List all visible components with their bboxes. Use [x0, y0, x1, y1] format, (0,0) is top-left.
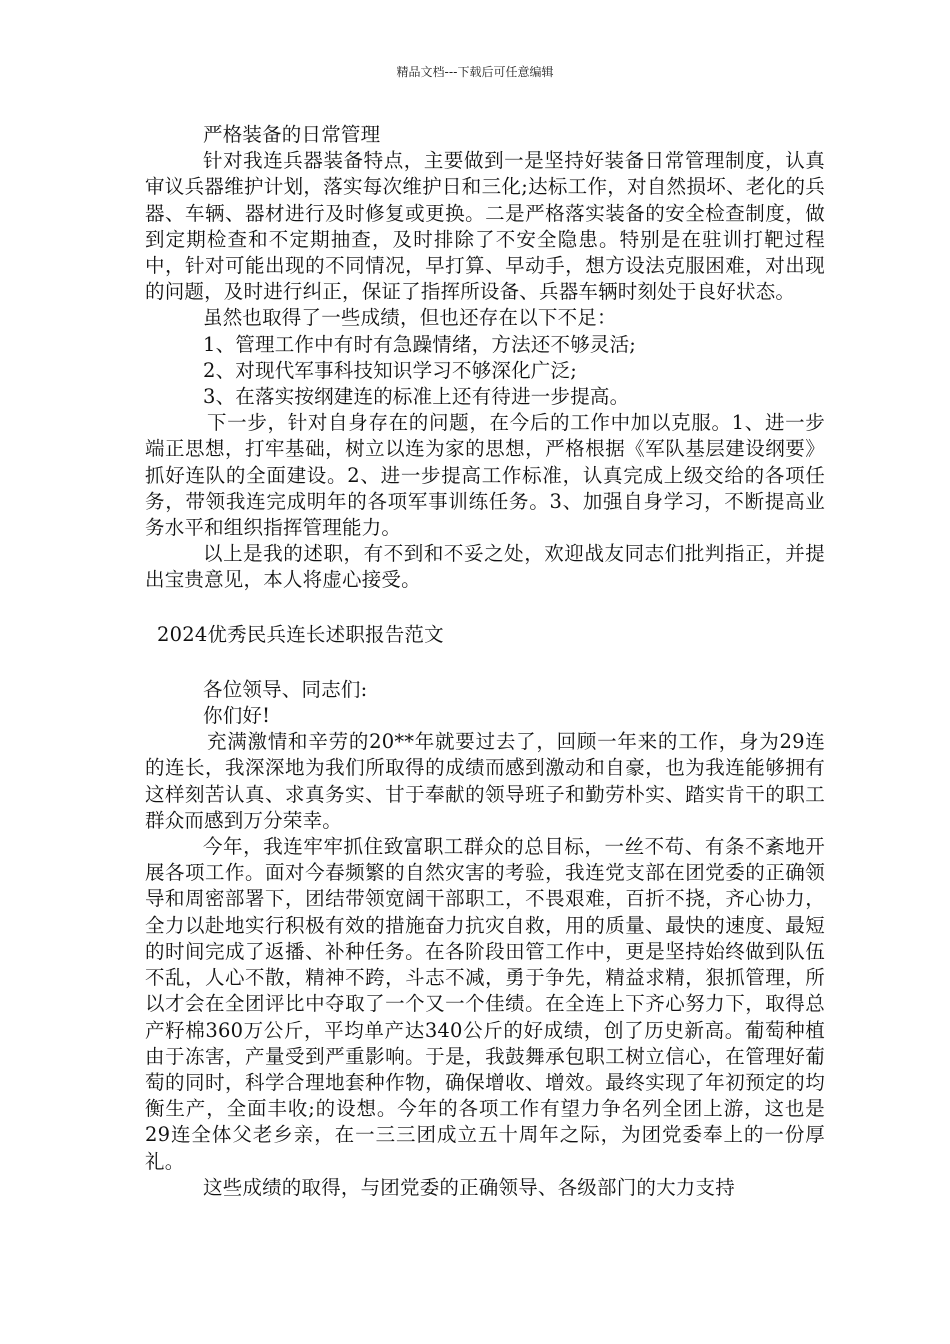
paragraph-equipment-heading: 严格装备的日常管理 — [203, 123, 381, 146]
paragraph-shortcomings-intro: 虽然也取得了一些成绩，但也还存在以下不足： — [203, 306, 617, 330]
paragraph-acknowledgement: 这些成绩的取得，与团党委的正确领导、各级部门的大力支持 — [203, 1175, 735, 1199]
document-body — [145, 122, 825, 1201]
paragraph-next-steps: 下一步，针对自身存在的问题，在今后的工作中加以克服。1、进一步端正思想，打牢基础，树立以连为家的思想，严格根据《军队基层建设纲要》抓好连队的全面建设。2、进一步提高工作标准，认真完成上级交给的各项任务，带领我连完成明年的各项军事训练任务。3、加强自身学习，不断提高业务水平和组织指挥管理能力。 — [145, 411, 825, 540]
list-item-shortcoming-3: 3、在落实按纲建连的标准上还有待进一步提高。 — [203, 385, 630, 409]
paragraph-achievements: 今年，我连牢牢抓住致富职工群众的总目标，一丝不苟、有条不紊地开展各项工作。面对今春频繁的自然灾害的考验，我连党支部在团党委的正确领导和周密部署下，团结带领宽阔干部职工，不畏艰难，百折不挠，齐心协力，全力以赴地实行积极有效的措施奋力抗灾自救，用的质量、最快的速度、最短的时间完成了返播、补种任务。在各阶段田管工作中，更是坚持始终做到队伍不乱，人心不散，精神不跨，斗志不减，勇于争先，精益求精，狠抓管理，所以才会在全团评比中夺取了一个又一个佳绩。在全连上下齐心努力下，取得总产籽棉360万公斤，平均单产达340公斤的好成绩，创了历史新高。葡萄种植由于冻害，产量受到严重影响。于是，我鼓舞承包职工树立信心，在管理好葡萄的同时，科学合理地套种作物，确保增收、增效。最终实现了年初预定的均衡生产，全面丰收;的设想。今年的各项工作有望力争名列全团上游，这也是29连全体父老乡亲，在一三三团成立五十周年之际，为团党委奉上的一份厚礼。 — [145, 835, 825, 1173]
list-item-shortcoming-2: 2、对现代军事科技知识学习不够深化广泛; — [203, 358, 577, 382]
paragraph-closing: 以上是我的述职，有不到和不妥之处，欢迎战友同志们批判指正，并提出宝贵意见，本人将虚心接受。 — [145, 542, 825, 592]
paragraph-year-review: 充满激情和辛劳的20**年就要过去了，回顾一年来的工作，身为29连的连长，我深深地为我们所取得的成绩而感到激动和自豪，也为我连能够拥有这样刻苦认真、求真务实、甘于奉献的领导班子和勤劳朴实、踏实肯干的职工群众而感到万分荣幸。 — [145, 730, 825, 832]
list-item-shortcoming-1: 1、管理工作中有时有急躁情绪，方法还不够灵活; — [203, 332, 637, 356]
section-title: 2024优秀民兵连长述职报告范文 — [157, 622, 444, 646]
salutation: 各位领导、同志们: — [203, 677, 368, 701]
header-note: 精品文档---下载后可任意编辑 — [396, 65, 554, 79]
greeting: 你们好! — [203, 704, 271, 728]
paragraph-equipment-management: 针对我连兵器装备特点，主要做到一是坚持好装备日常管理制度，认真审议兵器维护计划，落实每次维护日和三化;达标工作，对自然损坏、老化的兵器、车辆、器材进行及时修复或更换。二是严格落实装备的安全检查制度，做到定期检查和不定期抽查，及时排除了不安全隐患。特别是在驻训打靶过程中，针对可能出现的不同情况，早打算、早动手，想方设法克服困难，对出现的问题，及时进行纠正，保证了指挥所设备、兵器车辆时刻处于良好状态。 — [145, 149, 825, 304]
